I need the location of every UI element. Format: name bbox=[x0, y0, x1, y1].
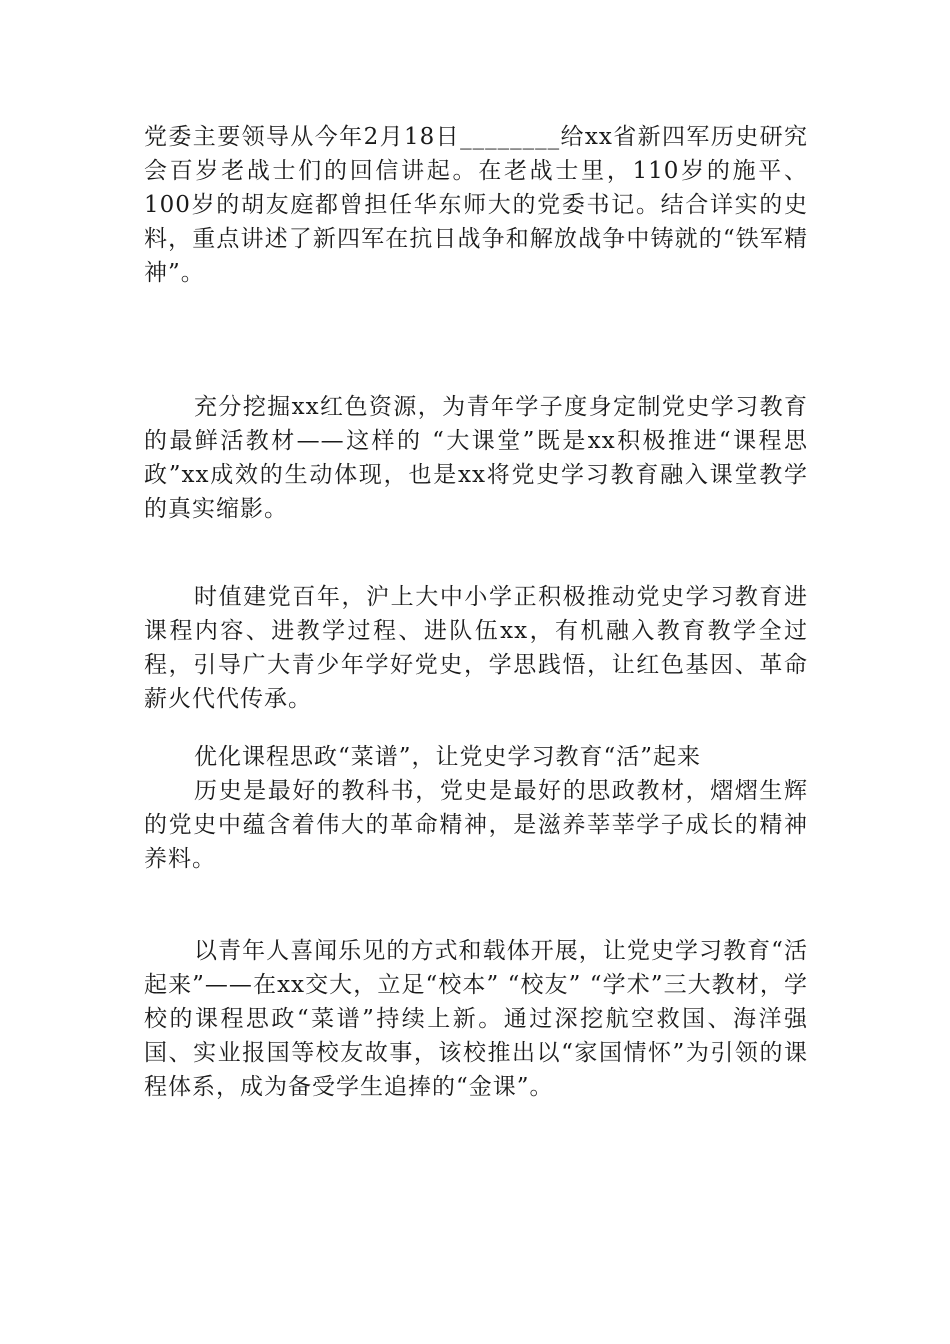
paragraph-4: 历史是最好的教科书，党史是最好的思政教材，熠熠生辉的党史中蕴含着伟大的革命精神，是滋养莘莘学子成长的精神养料。 bbox=[144, 778, 808, 872]
section-heading: 优化课程思政“菜谱”，让党史学习教育“活”起来 bbox=[194, 744, 702, 770]
paragraph-2: 充分挖掘xx红色资源，为青年学子度身定制党史学习教育的最鲜活教材——这样的 “大课堂”既是xx积极推进“课程思政”xx成效的生动体现，也是xx将党史学习教育融入课堂教学的真实缩影。 bbox=[144, 394, 808, 522]
paragraph-5: 以青年人喜闻乐见的方式和载体开展，让党史学习教育“活起来”——在xx交大，立足“校本” “校友” “学术”三大教材，学校的课程思政“菜谱”持续上新。通过深挖航空救国、海洋强国、实业报国等校友故事，该校推出以“家国情怀”为引领的课程体系，成为备受学生追捧的“金课”。 bbox=[144, 938, 808, 1100]
paragraph-1: 党委主要领导从今年2月18日________给xx省新四军历史研究会百岁老战士们的回信讲起。在老战士里，110岁的施平、100岁的胡友庭都曾担任华东师大的党委书记。结合详实的史料，重点讲述了新四军在抗日战争和解放战争中铸就的“铁军精神”。 bbox=[144, 124, 808, 286]
paragraph-3: 时值建党百年，沪上大中小学正积极推动党史学习教育进课程内容、进教学过程、进队伍xx，有机融入教育教学全过程，引导广大青少年学好党史，学思践悟，让红色基因、革命薪火代代传承。 bbox=[144, 584, 808, 712]
